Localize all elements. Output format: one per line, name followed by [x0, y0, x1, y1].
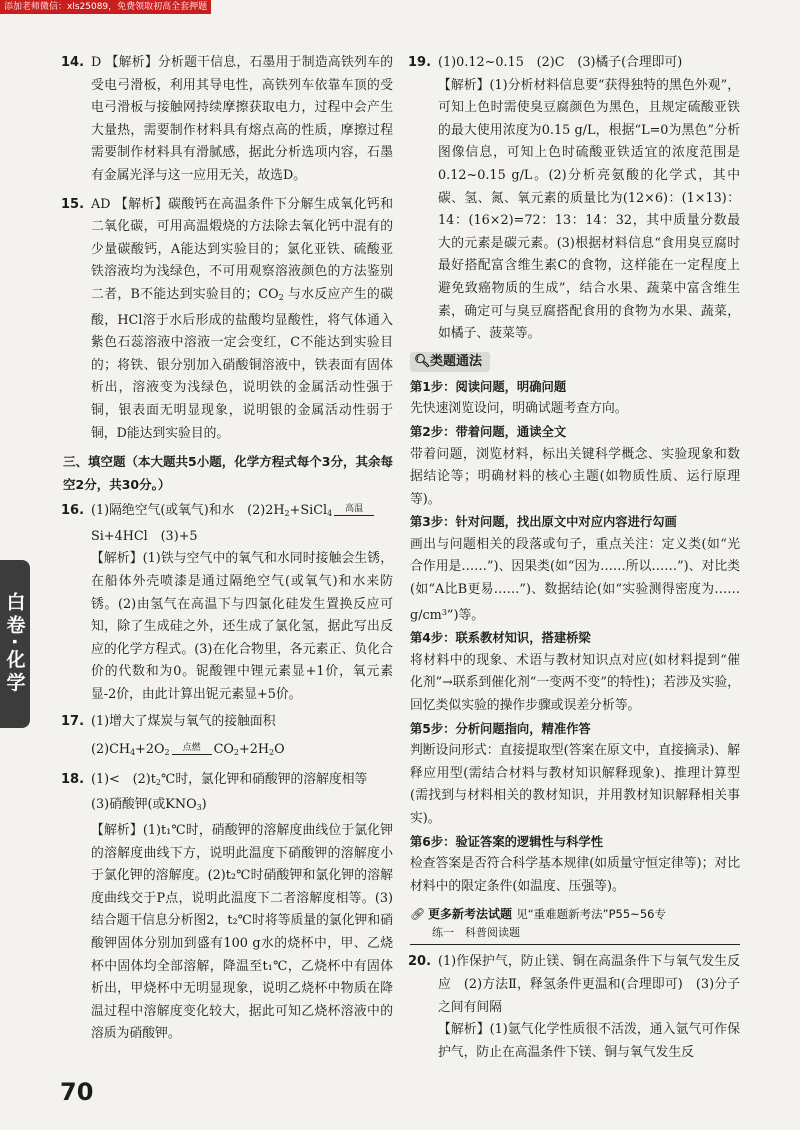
answer-line [91, 794, 393, 820]
subscript: 2 [278, 292, 284, 302]
step-1-text: 先快速浏览设问，明确试题考查方向。 [410, 401, 628, 417]
subject-side-tab: 白卷·化学 [0, 560, 30, 728]
equation-line [91, 739, 393, 765]
step-5-text: 判断设问形式：直接提取型(答案在原文中，直接摘录)、解释应用型(需结合材料与教材知识解释现象)、推理计算型(需找到与材料相关的教材知识，并用教材知识解释相关事实)。 [410, 743, 740, 826]
answer-text: (1)隔绝空气(或氧气)和水 (2)2H [91, 503, 285, 519]
answer-text: (1)作保护气，防止镁、铜在高温条件下与氧气发生反应 (2)方法Ⅱ，释氢条件更温和(合理即可) (3)分子之间有间隔 [438, 954, 740, 1015]
question-number: 20. [408, 954, 432, 970]
question-number: 17. [61, 713, 85, 729]
step-3-text-part: ”)等。 [446, 607, 485, 623]
step-6-text: 检查答案是否符合科学基本规律(如质量守恒定律等)；对比材料中的限定条件(如温度、压强等)。 [410, 856, 740, 894]
question-19-explanation: 【解析】(1)分析材料信息要“获得独特的黑色外观”，可知上色时需使臭豆腐颜色为黑色，且规定硫酸亚铁的最大使用浓度为0.15 g/L，根据“L=0为黑色”分析图像信息，可知上色时硫酸亚铁适宜的浓度范围是0.12~0.15 g/L。(2)分析亮氨酸的化学式，其中碳、氢、氮、氧元素的质量比为(12×6)：(1×13)：14：(16×2)=72：13：14：32，其中质量分数最大的元素是碳元素。(3)根据材料信息“食用臭豆腐时最好搭配富含维生素C的食物，这样能在一定程度上避免致癌物质的生成”，结合水果、蔬菜中富含维生素，确定可与臭豆腐搭配食用的食物为水果、蔬菜，如橘子、菠菜等。 [438, 77, 740, 342]
question-17 [63, 711, 393, 765]
more-questions-reference: 见“重难题新考法”P55~56专 [516, 907, 666, 922]
question-number: 15. [61, 196, 85, 212]
subscript: 2 [164, 748, 170, 758]
method-tips [410, 376, 740, 899]
magnifier-icon: 🔍︎ [414, 353, 431, 369]
method-tips-title [410, 352, 490, 372]
reaction-condition: 点燃 [172, 742, 212, 755]
page-number: 70 [60, 1078, 94, 1106]
question-18 [63, 769, 393, 1046]
step-4-title: 第4步：联系教材知识，搭建桥梁 [410, 631, 591, 646]
answer-text: +SiCl [289, 503, 328, 519]
subscript: 3 [196, 803, 202, 813]
reaction-condition: 高温 [334, 503, 374, 516]
right-column [410, 52, 740, 1064]
step-6-title: 第6步：验证答案的逻辑性与科学性 [410, 834, 604, 849]
step-3-text [410, 534, 740, 627]
step-1-title: 第1步：阅读问题，明确问题 [410, 379, 567, 394]
method-tips-label: 类题通法 [430, 353, 483, 369]
question-15-answer-part2: 与水反应产生的碳酸，HCl溶于水后形成的盐酸均显酸性，将气体通入紫色石蕊溶液中溶液一定会变红，C不能达到实验目的；将铁、银分别加入硝酸铜溶液中，铁表面有固体析出，溶液变为浅绿色，说明铁的金属活动性强于铜，银表面无明显现象，说明银的金属活动性弱于铜，D能达到实验目的。 [91, 286, 393, 441]
answer-text: CO [213, 742, 234, 758]
question-number: 19. [408, 55, 432, 70]
left-column [63, 52, 393, 1046]
question-16 [63, 500, 393, 706]
subscript: 4 [130, 748, 136, 758]
more-questions-title: 更多新考法试题 [428, 907, 513, 922]
step-3-text-part: 画出与问题相关的段落或句子，重点关注：定义类(如“光合作用是……”)、因果类(如“因为……所以……”)、对比类(如“A比B更易……”)、数据结论(如“实验测得密度为……g/cm [410, 536, 740, 623]
section-heading-fill-in: 三、填空题（本大题共5小题，化学方程式每个3分，其余每空2分，共30分。） [63, 454, 393, 492]
question-15 [63, 194, 393, 446]
subscript: 2 [155, 777, 162, 787]
step-3-title: 第3步：针对问题，找出原文中对应内容进行勾画 [410, 515, 677, 530]
subscript: 2 [233, 748, 240, 758]
step-2-text: 带着问题，浏览材料，标出关键科学概念、实验现象和数据结论等；明确材料的核心主题(如物质性质、运行原理等)。 [410, 446, 740, 507]
answer-text: ℃时，氯化钾和硝酸钾的溶解度相等 [161, 771, 368, 787]
step-5-title: 第5步：分析问题指向，精准作答 [410, 721, 591, 736]
answer-text: (3)硝酸钾(或KNO [91, 797, 197, 813]
subscript: 2 [284, 509, 290, 519]
answer-text: +2H [239, 742, 270, 758]
answer-text: Si+4HCl (3)+5 [91, 528, 198, 544]
subscript: 2 [269, 748, 275, 758]
answer-text: +2O [135, 742, 165, 758]
question-19 [410, 52, 740, 346]
step-4-text: 将材料中的现象、术语与教材知识点对应(如材料提到“催化剂”→联系到催化剂“一变两不变”的特性)；若涉及实验，回忆类似实验的操作步骤或误差分析等。 [410, 652, 740, 714]
answer-text: ) [201, 797, 207, 813]
link-icon: 🔗︎ [410, 907, 426, 922]
question-14 [63, 52, 393, 188]
question-number: 16. [61, 503, 85, 519]
answer-text: (1)增大了煤炭与氧气的接触面积 [91, 713, 276, 729]
question-16-explanation: 【解析】(1)铁与空气中的氧气和水同时接触会生锈，在船体外壳喷漆是通过隔绝空气(或氧气)和水来防锈。(2)由氢气在高温下与四氯化硅发生置换反应可知，除了生成硅之外，还生成了氯化氢，据此写出反应的化学方程式。(3)在化合物里，各元素正、负化合价的代数和为0。铌酸锂中锂元素显+1价，氧元素显-2价，由此计算出铌元素显+5价。 [91, 551, 393, 703]
question-number: 18. [61, 771, 85, 787]
answer-text: (1)0.12~0.15 (2)C (3)橘子(合理即可) [438, 55, 683, 70]
watermark-banner: 添加老师微信：xls25089，免费领取初高全套押题 [0, 0, 211, 14]
step-2-title: 第2步：带着问题，通读全文 [410, 424, 567, 439]
question-number: 14. [61, 55, 85, 70]
answer-text: O [274, 742, 285, 758]
answer-text: (2)CH [91, 742, 131, 758]
question-20 [410, 951, 740, 1064]
more-questions-subtitle: 练一 科普阅读题 [410, 924, 740, 945]
more-questions-banner [410, 904, 740, 924]
subscript: 4 [327, 509, 333, 519]
superscript: 3 [441, 607, 447, 617]
question-14-answer: D 【解析】分析题干信息，石墨用于制造高铁列车的受电弓滑板，利用其导电性，高铁列车依靠车顶的受电弓滑板与接触网持续摩擦获取电力，过程中会产生大量热，需要制作材料具有熔点高的性质，摩擦过程需要制作材料具有滑腻感，据此分析选项内容，石墨有金属光泽与这一应用无关，故选D。 [91, 55, 393, 183]
answer-text: (1)< (2)t [91, 771, 156, 787]
question-20-explanation: 【解析】(1)氩气化学性质很不活泼，通入氩气可作保护气，防止在高温条件下镁、铜与氧气发生反 [438, 1022, 740, 1060]
question-15-answer-part1: AD 【解析】碳酸钙在高温条件下分解生成氧化钙和二氧化碳，可用高温煅烧的方法除去氧化钙中混有的少量碳酸钙，A能达到实验目的；氯化亚铁、硫酸亚铁溶液均为浅绿色，不可用观察溶液颜色的方法鉴别二者，B不能达到实验目的；CO [91, 196, 393, 302]
question-18-explanation: 【解析】(1)t₁℃时，硝酸钾的溶解度曲线位于氯化钾的溶解度曲线下方，说明此温度下硝酸钾的溶解度小于氯化钾的溶解度。(2)t₂℃时硝酸钾和氯化钾的溶解度曲线交于P点，说明此温度下二者溶解度相等。(3)结合题干信息分析图2，t₂℃时将等质量的氯化钾和硝酸钾固体分别加到盛有100 g水的烧杯中，甲、乙烧杯中固体均全部溶解，降温至t₁℃，乙烧杯中有固体析出，甲烧杯中无明显现象，说明乙烧杯中物质在降温过程中溶解度变化较大，据此可知乙烧杯溶液中的溶质为硝酸钾。 [91, 823, 393, 1042]
